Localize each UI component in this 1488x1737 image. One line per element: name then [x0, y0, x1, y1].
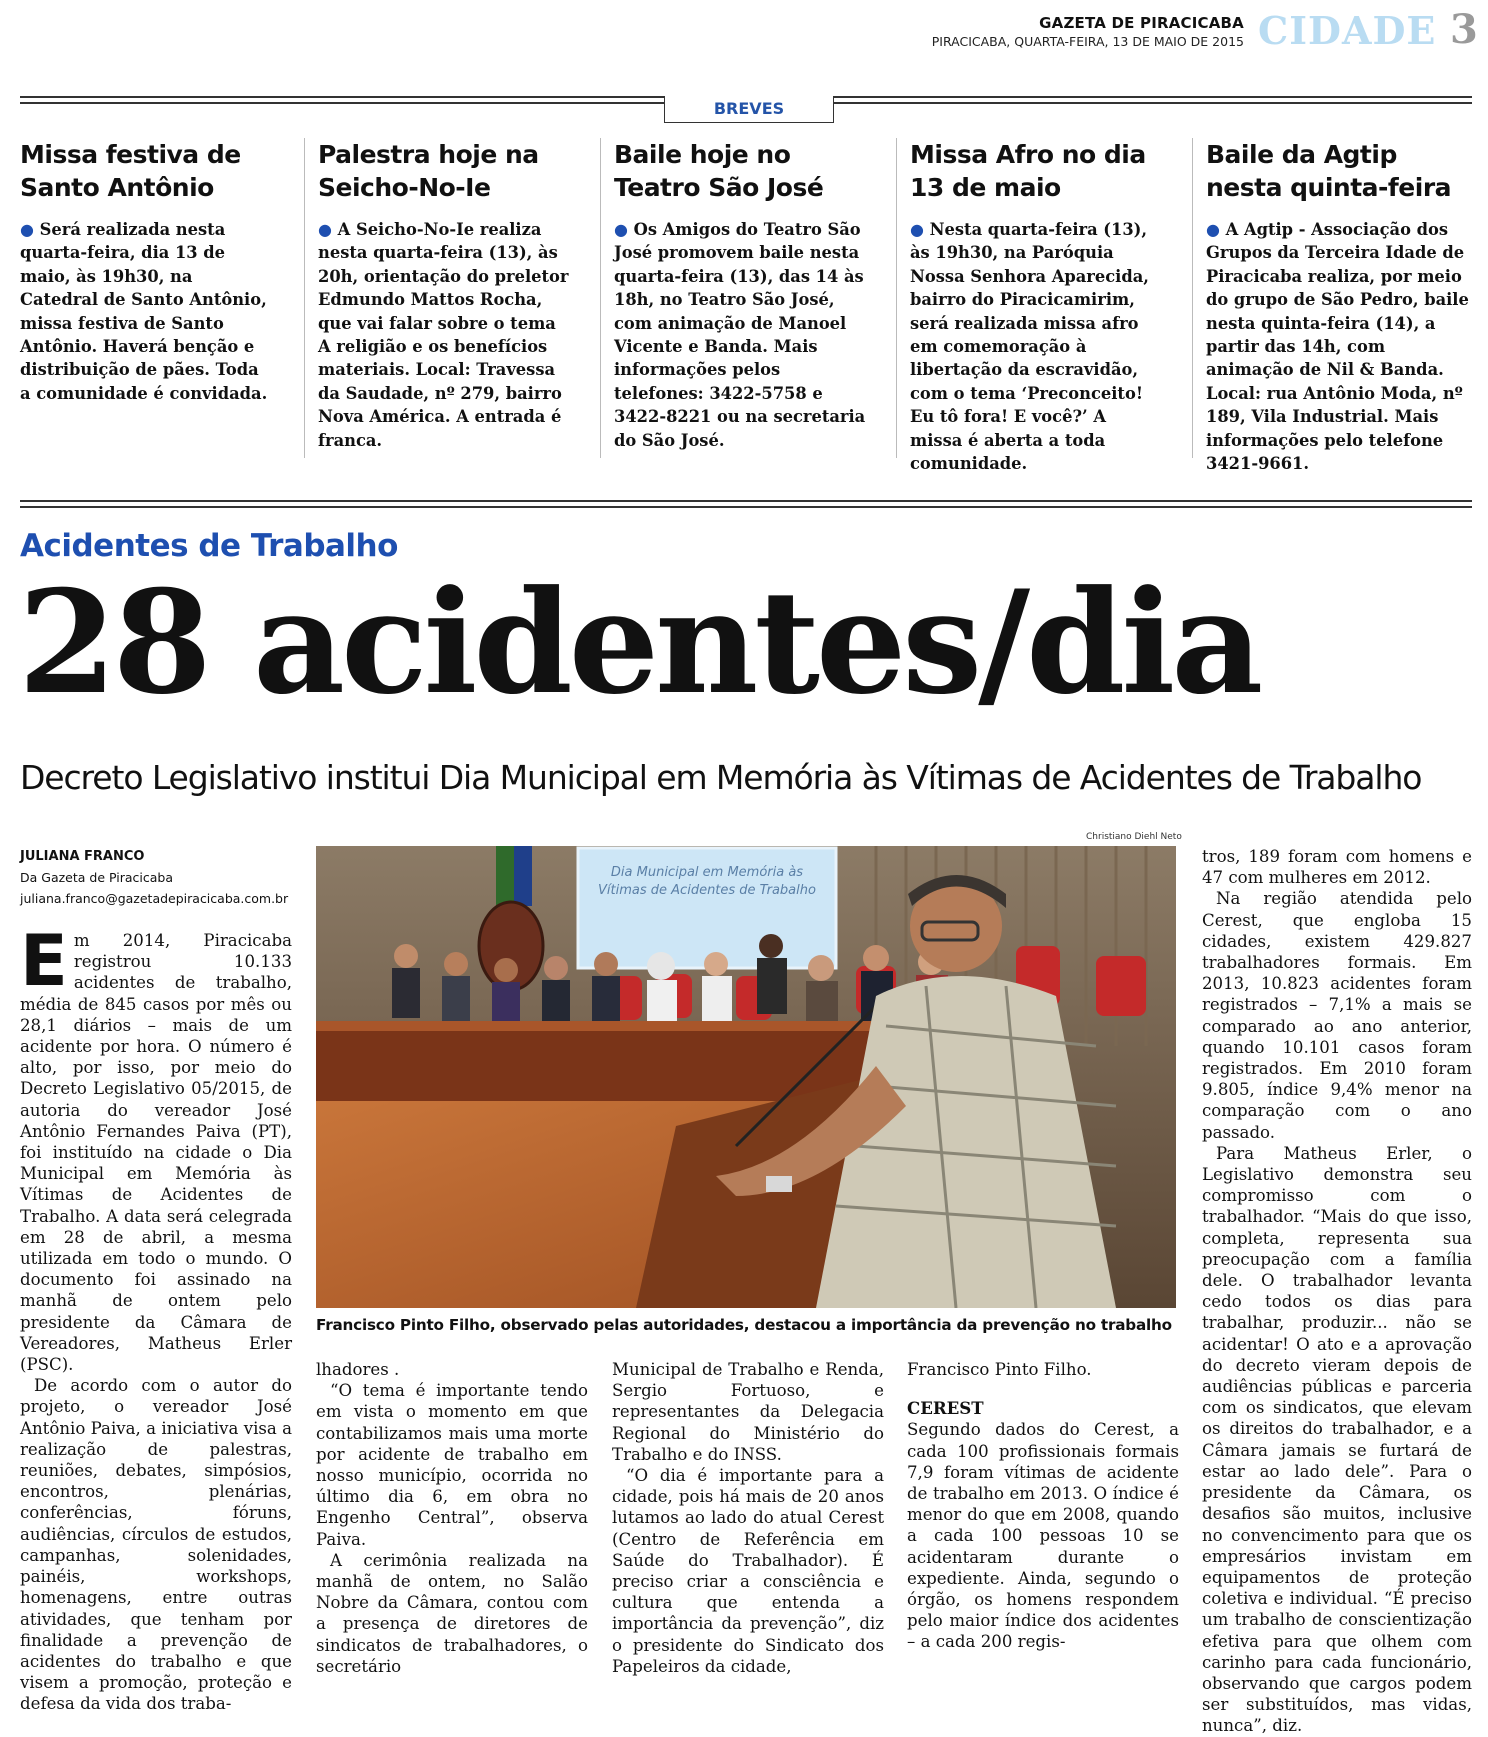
brief-title: Baile da Agtip nesta quinta-feira: [1206, 140, 1452, 202]
newspaper-name: GAZETA DE PIRACICABA: [1039, 14, 1244, 32]
photo-caption: Francisco Pinto Filho, observado pelas autoridades, destacou a importância da prevenção no trabalho: [316, 1316, 1172, 1334]
article-column-3: [612, 1359, 884, 1677]
article-column-1: [20, 920, 292, 1715]
article-subheadline: Decreto Legislativo institui Dia Municipal em Memória às Vítimas de Acidentes de Trabalho: [20, 758, 1422, 797]
paragraph: Francisco Pinto Filho.: [907, 1360, 1092, 1379]
bullet-icon: ●: [20, 220, 34, 239]
brief-title: Palestra hoje na Seicho-No-Ie: [318, 140, 539, 202]
paragraph: “O tema é importante tendo em vista o momento em que contabilizamos mais uma morte por acidente de trabalho em nosso município, ocorrida no último dia 6, em obra no Engenho Central”, observa Paiva.: [316, 1381, 588, 1549]
column-divider: [1192, 138, 1193, 458]
mid-divider: [20, 500, 1472, 508]
breves-label: BREVES: [664, 96, 834, 123]
brief-text: ● A Agtip - Associação dos Grupos da Terceira Idade de Piracicaba realiza, por meio do grupo de São Pedro, baile nesta quinta-feira (14), a partir das 14h, com animação de Nil & Banda. Local: rua Antônio Moda, nº 189, Vila Industrial. Mais informações pelo telefone 3421-9661.: [1206, 220, 1469, 474]
byline-email: juliana.franco@gazetadepiracicaba.com.br: [20, 891, 289, 906]
photo-credit: Christiano Diehl Neto: [1086, 832, 1182, 842]
drop-cap: E: [20, 920, 68, 1002]
ceremony-photo: [316, 846, 1176, 1308]
section-title: CIDADE: [1258, 8, 1437, 53]
paragraph: lhadores .: [316, 1360, 400, 1379]
bullet-icon: ●: [910, 220, 924, 239]
paragraph: Segundo dados do Cerest, a cada 100 profissionais formais 7,9 foram vítimas de acidente de trabalho em 2013. O índice é menor do que em 2008, quando a cada 100 pessoas 10 se acidentaram durante o expediente. Ainda, segundo o órgão, os homens respondem pelo maior índice dos acidentes – a cada 200 regis-: [907, 1420, 1179, 1652]
column-divider: [896, 138, 897, 458]
brief-item: [1206, 138, 1472, 475]
brief-text: ● Será realizada nesta quarta-feira, dia 13 de maio, às 19h30, na Catedral de Santo Antônio, missa festiva de Santo Antônio. Haverá benção e distribuição de pães. Toda a comunidade é convidada.: [20, 220, 268, 403]
article-column-2: [316, 1359, 588, 1677]
brief-title: Missa festiva de Santo Antônio: [20, 140, 241, 202]
article-column-4: [907, 1359, 1179, 1653]
column-divider: [304, 138, 305, 458]
bullet-icon: ●: [614, 220, 628, 239]
svg-text:Vítimas de Acidentes de Trabal: Vítimas de Acidentes de Trabalho: [598, 883, 816, 898]
byline-author: JULIANA FRANCO: [20, 849, 145, 864]
brief-item: [910, 138, 1162, 475]
brief-text: ● Os Amigos do Teatro São José promovem baile nesta quarta-feira (13), das 14 às 18h, no Teatro São José, com animação de Manoel Vicente e Banda. Mais informações pelos telefones: 3422-5758 e 3422-8221 ou na secretaria do São José.: [614, 220, 866, 450]
brief-title: Missa Afro no dia 13 de maio: [910, 140, 1146, 202]
paragraph: Municipal de Trabalho e Renda, Sergio Fortuoso, e representantes da Delegacia Regional do Ministério do Trabalho e do INSS.: [612, 1360, 884, 1464]
paragraph: Em 2014, Piracicaba registrou 10.133 acidentes de trabalho, média de 845 casos por mês ou 28,1 diários – mais de um acidente por hora. O número é alto, por isso, por meio do Decreto Legislativo 05/2015, de autoria do vereador José Antônio Fernandes Paiva (PT), foi instituído na cidade o Dia Municipal em Memória às Vítimas de Acidentes de Trabalho. A data será celegrada em 28 de abril, a mesma utilizada em todo o mundo. O documento foi assinado na manhã de ontem pelo presidente da Câmara de Vereadores, Matheus Erler (PSC).: [20, 920, 292, 1375]
paragraph: tros, 189 foram com homens e 47 com mulheres em 2012.: [1202, 847, 1472, 888]
brief-text: ● A Seicho-No-Ie realiza nesta quarta-feira (13), às 20h, orientação do preletor Edmundo Mattos Rocha, que vai falar sobre o tema A religião e os benefícios materiais. Local: Travessa da Saudade, nº 279, bairro Nova América. A entrada é franca.: [318, 220, 569, 450]
date-line: PIRACICABA, QUARTA-FEIRA, 13 DE MAIO DE 2015: [931, 34, 1244, 49]
brief-item: [20, 138, 272, 405]
paragraph: “O dia é importante para a cidade, pois há mais de 20 anos lutamos ao lado do atual Cerest (Centro de Referência em Saúde do Trabalhador). É preciso criar a consciência e cultura que entenda a importância da prevenção”, diz o presidente do Sindicato dos Papeleiros da cidade,: [612, 1466, 884, 1676]
bullet-icon: ●: [318, 220, 332, 239]
bullet-icon: ●: [1206, 220, 1220, 239]
section-subhead: CEREST: [907, 1398, 984, 1419]
article-column-5: [1202, 846, 1472, 1737]
brief-item: [614, 138, 866, 452]
page-number: 3: [1450, 6, 1478, 53]
paragraph: Na região atendida pelo Cerest, que engloba 15 cidades, existem 429.827 trabalhadores formais. Em 2013, 10.823 acidentes foram registrados – 7,1% a mais se comparado ao ano anterior, quando 10.101 casos foram registrados. Em 2010 foram 9.805, índice 9,4% menor na comparação com o ano passado.: [1202, 889, 1472, 1142]
brief-text: ● Nesta quarta-feira (13), às 19h30, na Paróquia Nossa Senhora Aparecida, bairro do Piracicamirim, será realizada missa afro em comemoração à libertação da escravidão, com o tema ‘Preconceito! Eu tô fora! E você?’ A missa é aberta a toda comunidade.: [910, 220, 1149, 474]
paragraph: A cerimônia realizada na manhã de ontem, no Salão Nobre da Câmara, contou com a presença de diretores de sindicatos de trabalhadores, o secretário: [316, 1550, 588, 1676]
brief-item: [318, 138, 570, 452]
ceremony-photo-illustration: [316, 846, 1176, 1308]
column-divider: [600, 138, 601, 458]
paragraph: Para Matheus Erler, o Legislativo demonstra seu compromisso com o trabalhador. “Mais do que isso, completa, representa sua preocupação com a família dele. O trabalhador levanta cedo todos os dias para trabalhar, produzir... não se acidentar! O ato e a aprovação do decreto vieram depois de audiências públicas e parceria com os sindicatos, que elevam os direitos do trabalhador, e a Câmara jamais se furtará de estar ao lado dele”. Para o presidente da Câmara, os desafios são muitos, inclusive no convencimento para que os empresários invistam em equipamentos de proteção coletiva e individual. “É preciso um trabalho de conscientização efetiva para que olhem com carinho para cada funcionário, observando que cargos podem ser substituídos, mas vidas, nunca”, diz.: [1202, 1143, 1472, 1736]
byline-org: Da Gazeta de Piracicaba: [20, 870, 173, 885]
brief-title: Baile hoje no Teatro São José: [614, 140, 824, 202]
paragraph: De acordo com o autor do projeto, o vereador José Antônio Paiva, a iniciativa visa a realização de palestras, reuniões, debates, simpósios, encontros, plenárias, conferências, fóruns, audiências, círculos de estudos, campanhas, solenidades, painéis, workshops, homenagens, entre outras atividades, que tenham por finalidade a prevenção de acidentes do trabalho e que visem a promoção, proteção e defesa da vida dos traba-: [20, 1376, 292, 1714]
article-headline: 28 acidentes/dia: [18, 560, 1260, 726]
article-kicker: Acidentes de Trabalho: [20, 528, 398, 564]
svg-text:Dia Municipal em Memória às: Dia Municipal em Memória às: [610, 865, 804, 880]
